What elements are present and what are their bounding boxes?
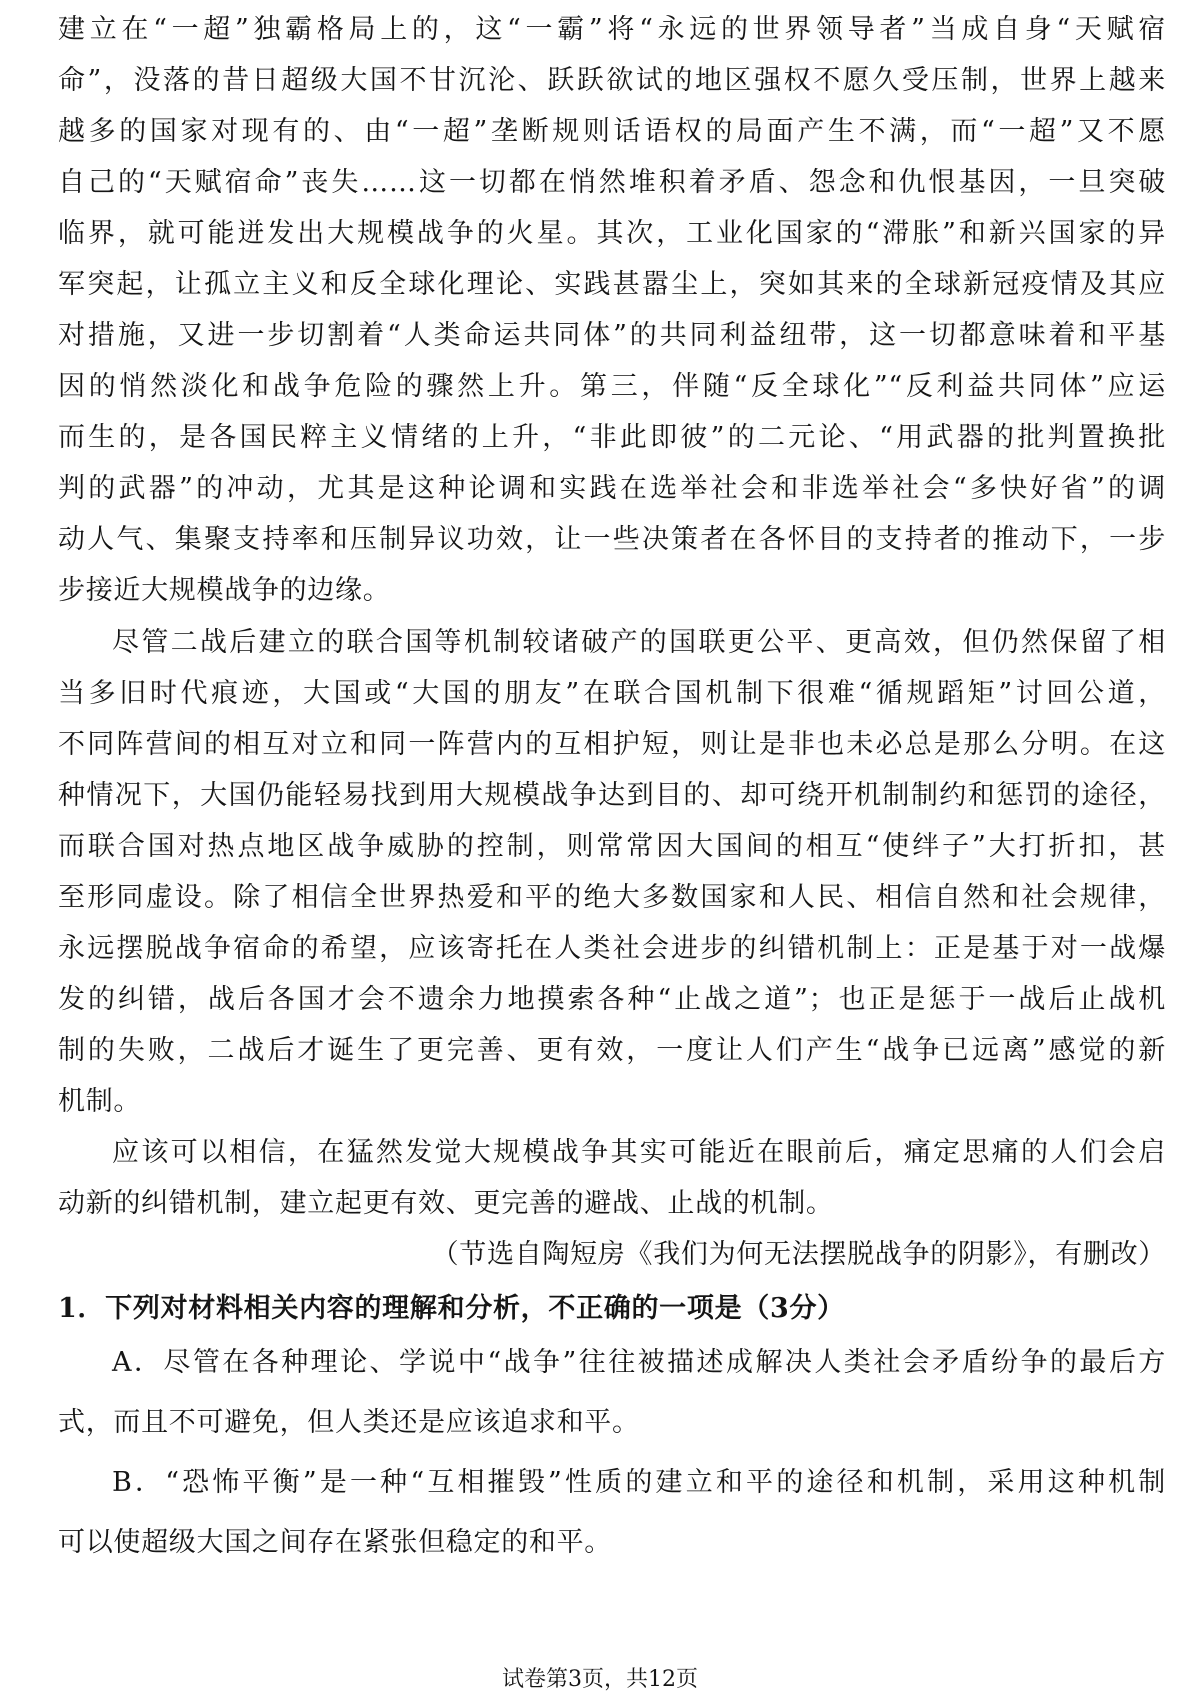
option-a-line: 式，而且不可避免，但人类还是应该追求和平。 <box>58 1407 640 1438</box>
paragraph-line: 建立在“一超”独霸格局上的，这“一霸”将“永远的世界领导者”当成自身“天赋宿 <box>58 14 1166 45</box>
page-footer: 试卷第3页，共12页 <box>502 1667 698 1692</box>
paragraph-line: 临界，就可能迸发出大规模战争的火星。其次，工业化国家的“滞胀”和新兴国家的异 <box>58 218 1166 249</box>
paragraph-line: 对措施，又进一步切割着“人类命运共同体”的共同利益纽带，这一切都意味着和平基 <box>58 320 1166 351</box>
option-b-line: 可以使超级大国之间存在紧张但稳定的和平。 <box>58 1527 612 1558</box>
paragraph-line: 机制。 <box>58 1086 142 1117</box>
paragraph-line: 不同阵营间的相互对立和同一阵营内的互相护短，则让是非也未必总是那么分明。在这 <box>58 729 1166 760</box>
paragraph-line: 至形同虚设。除了相信全世界热爱和平的绝大多数国家和人民、相信自然和社会规律， <box>58 882 1166 913</box>
paragraph-line: 命”，没落的昔日超级大国不甘沉沦、跃跃欲试的地区强权不愿久受压制，世界上越来 <box>58 65 1166 96</box>
paragraph-line: 种情况下，大国仍能轻易找到用大规模战争达到目的、却可绕开机制制约和惩罚的途径， <box>58 780 1166 811</box>
paragraph-line: 越多的国家对现有的、由“一超”垄断规则话语权的局面产生不满，而“一超”又不愿 <box>58 116 1166 147</box>
paragraph-line: 因的悄然淡化和战争危险的骤然上升。第三，伴随“反全球化”“反利益共同体”应运 <box>58 371 1166 402</box>
paragraph-line: 动新的纠错机制，建立起更有效、更完善的避战、止战的机制。 <box>58 1188 834 1219</box>
paragraph-line: 应该可以相信，在猛然发觉大规模战争其实可能近在眼前后，痛定思痛的人们会启 <box>112 1137 1166 1168</box>
option-a-line: A．尽管在各种理论、学说中“战争”往往被描述成解决人类社会矛盾纷争的最后方 <box>112 1347 1166 1378</box>
paragraph-line: 永远摆脱战争宿命的希望，应该寄托在人类社会进步的纠错机制上：正是基于对一战爆 <box>58 933 1166 964</box>
paragraph-line: 而生的，是各国民粹主义情绪的上升，“非此即彼”的二元论、“用武器的批判置换批 <box>58 422 1166 453</box>
option-b-line: B．“恐怖平衡”是一种“互相摧毁”性质的建立和平的途径和机制，采用这种机制 <box>112 1467 1166 1498</box>
paragraph-line: 动人气、集聚支持率和压制异议功效，让一些决策者在各怀目的支持者的推动下，一步 <box>58 524 1166 555</box>
paragraph-line: 步接近大规模战争的边缘。 <box>58 575 391 606</box>
paragraph-line: 而联合国对热点地区战争威胁的控制，则常常因大国间的相互“使绊子”大打折扣，甚 <box>58 831 1166 862</box>
paragraph-line: 发的纠错，战后各国才会不遗余力地摸索各种“止战之道”；也正是惩于一战后止战机 <box>58 984 1166 1015</box>
source-citation: （节选自陶短房《我们为何无法摆脱战争的阴影》，有删改） <box>431 1239 1166 1270</box>
question-title: 1．下列对材料相关内容的理解和分析，不正确的一项是（3分） <box>58 1293 845 1324</box>
paragraph-line: 判的武器”的冲动，尤其是这种论调和实践在选举社会和非选举社会“多快好省”的调 <box>58 473 1166 504</box>
paragraph-line: 当多旧时代痕迹，大国或“大国的朋友”在联合国机制下很难“循规蹈矩”讨回公道， <box>58 678 1166 709</box>
paragraph-line: 尽管二战后建立的联合国等机制较诸破产的国联更公平、更高效，但仍然保留了相 <box>112 627 1166 658</box>
paragraph-line: 自己的“天赋宿命”丧失……这一切都在悄然堆积着矛盾、怨念和仇恨基因，一旦突破 <box>58 167 1166 198</box>
paragraph-line: 军突起，让孤立主义和反全球化理论、实践甚嚣尘上，突如其来的全球新冠疫情及其应 <box>58 269 1166 300</box>
paragraph-line: 制的失败，二战后才诞生了更完善、更有效，一度让人们产生“战争已远离”感觉的新 <box>58 1035 1166 1066</box>
